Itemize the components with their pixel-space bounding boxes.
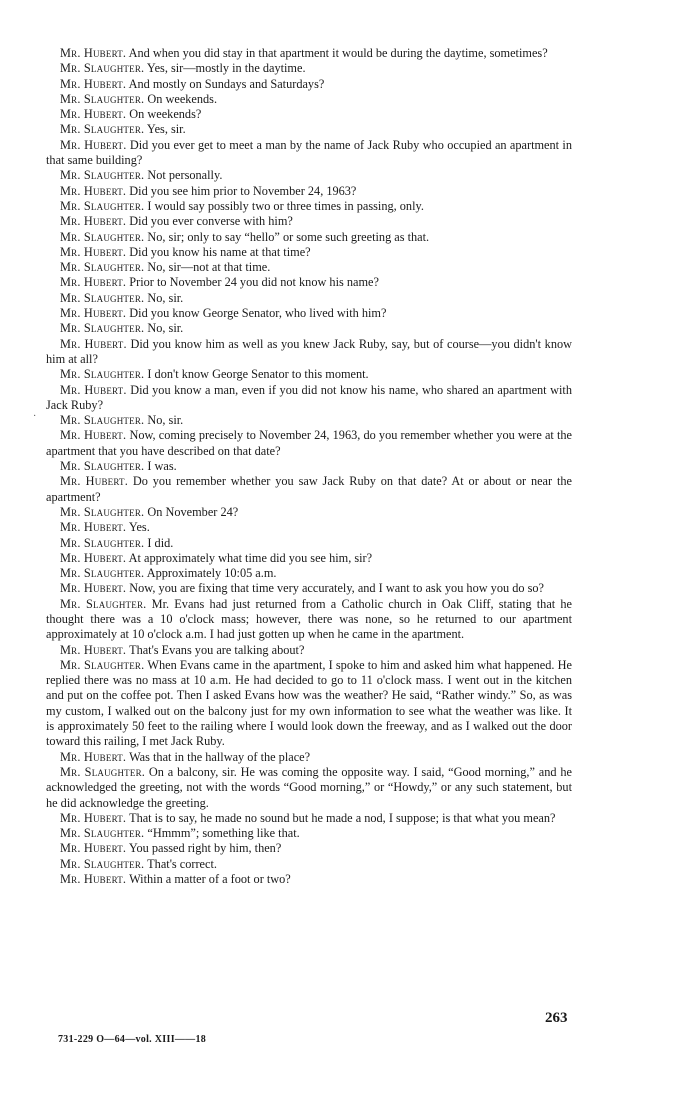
speaker-name: Mr. Slaughter. [60,61,145,76]
testimony-text: No, sir—not at that time. [147,260,271,275]
speaker-name: Mr. Hubert. [60,306,127,321]
speaker-name: Mr. Hubert. [60,581,127,596]
testimony-text: No, sir. [147,321,184,336]
testimony-text: You passed right by him, then? [128,841,282,856]
testimony-text: On weekends? [129,107,202,122]
testimony-text: At approximately what time did you see him, sir? [128,550,373,565]
testimony-paragraph [46,811,572,826]
speaker-name: Mr. Slaughter. [60,826,145,841]
speaker-name: Mr. Slaughter. [60,504,145,519]
speaker-name: Mr. Hubert. [60,749,127,764]
testimony-text: Did you ever get to meet a man by the name of Jack Ruby who occupied an apartment in that same building? [46,137,572,168]
testimony-text: I would say possibly two or three times in passing, only. [147,198,424,213]
testimony-paragraph [46,872,572,887]
speaker-name: Mr. Hubert. [60,46,127,60]
speaker-name: Mr. Hubert. [60,382,127,397]
testimony-paragraph [46,306,572,321]
testimony-text: When Evans came in the apartment, I spoke to him and asked him what happened. He replied there was no mass at 10 a.m. He had decided to go to 11 o'clock mass. I went out in the kitchen and put on the coffee pot. Then I asked Evans how was the weather? He said, “Rather windy.” So, as was my custom, I walked out on the balcony just for my own information to see what the weather was like. It is approximately 50 feet to the railing where I would look down the freeway, and as I walked out the door toward this railing, I met Jack Ruby. [46,657,573,749]
testimony-paragraph [46,321,572,336]
speaker-name: Mr. Hubert. [60,841,127,856]
testimony-text: Within a matter of a foot or two? [129,872,291,887]
testimony-text: No, sir. [147,290,184,305]
speaker-name: Mr. Slaughter. [60,764,146,779]
speaker-name: Mr. Hubert. [60,520,127,535]
testimony-paragraph [46,413,572,428]
speaker-name: Mr. Slaughter. [60,413,145,428]
page-number: 263 [545,1010,568,1026]
testimony-text: I was. [147,459,177,474]
speaker-name: Mr. Slaughter. [60,260,145,275]
speaker-name: Mr. Hubert. [60,183,127,198]
testimony-paragraph [46,46,572,61]
testimony-paragraph [46,520,572,535]
speaker-name: Mr. Slaughter. [60,168,145,183]
testimony-text: That's correct. [147,856,217,871]
testimony-paragraph [46,841,572,856]
testimony-text: I don't know George Senator to this moment. [147,367,369,382]
testimony-paragraph [46,581,572,596]
testimony-paragraph [46,138,572,169]
testimony-paragraph [46,750,572,765]
testimony-paragraph [46,383,572,414]
testimony-text: Did you ever converse with him? [129,214,293,229]
testimony-text: Did you know his name at that time? [129,244,311,259]
speaker-name: Mr. Hubert. [60,76,127,91]
speaker-name: Mr. Slaughter. [60,367,145,382]
speaker-name: Mr. Hubert. [60,214,127,229]
speaker-name: Mr. Hubert. [60,642,127,657]
testimony-paragraph [46,826,572,841]
testimony-text: On weekends. [147,91,218,106]
testimony-paragraph [46,474,572,505]
speaker-name: Mr. Slaughter. [60,566,145,581]
speaker-name: Mr. Slaughter. [60,122,145,137]
testimony-paragraph [46,536,572,551]
testimony-paragraph [46,61,572,76]
speaker-name: Mr. Hubert. [60,550,127,565]
testimony-text: Yes, sir—mostly in the daytime. [146,61,306,76]
speaker-name: Mr. Slaughter. [60,459,145,474]
margin-dot: · [33,411,37,422]
testimony-text: And mostly on Sundays and Saturdays? [128,76,325,91]
testimony-text: That is to say, he made no sound but he made a nod, I suppose; is that what you mean? [129,810,556,825]
speaker-name: Mr. Hubert. [60,336,127,351]
testimony-paragraph [46,551,572,566]
testimony-text: And when you did stay in that apartment it would be during the daytime, sometimes? [128,46,548,60]
testimony-paragraph [46,658,572,750]
testimony-paragraph [46,245,572,260]
print-code-footer: 731-229 O—64—vol. XIII——18 [58,1034,207,1045]
speaker-name: Mr. Slaughter. [60,596,147,611]
speaker-name: Mr. Slaughter. [60,198,145,213]
testimony-text: Was that in the hallway of the place? [129,749,311,764]
testimony-text: Did you know him as well as you knew Jack Ruby, say, but of course—you didn't know him at all? [46,336,572,366]
speaker-name: Mr. Hubert. [60,474,128,489]
testimony-text: Yes. [128,520,150,535]
speaker-name: Mr. Slaughter. [60,229,145,244]
testimony-paragraph [46,92,572,107]
testimony-paragraph [46,275,572,290]
speaker-name: Mr. Hubert. [60,872,127,887]
testimony-paragraph [46,291,572,306]
testimony-text: Now, you are fixing that time very accurately, and I want to ask you how you do so? [129,581,544,596]
speaker-name: Mr. Slaughter. [60,535,145,550]
testimony-transcript [46,46,572,887]
testimony-paragraph [46,459,572,474]
speaker-name: Mr. Hubert. [60,428,127,443]
testimony-paragraph [46,505,572,520]
testimony-text: Mr. Evans had just returned from a Catholic church in Oak Cliff, stating that he thought there was a 10 o'clock mass; however, there was none, so he returned to our apartment approximately at 10 o'clock a.m. I had just gotten up when he came in the apartment. [46,596,573,642]
testimony-text: On November 24? [147,504,239,519]
testimony-text: Not personally. [147,168,223,183]
speaker-name: Mr. Slaughter. [60,657,145,672]
testimony-text: On a balcony, sir. He was coming the opposite way. I said, “Good morning,” and he acknowledged the greeting, not with the words “Good morning,” or “Howdy,” or any such statement, but he did acknowledge the greeting. [46,764,572,810]
speaker-name: Mr. Slaughter. [60,290,145,305]
testimony-text: “Hmmm”; something like that. [147,826,300,841]
testimony-text: I did. [147,535,174,550]
testimony-text: No, sir. [147,413,184,428]
speaker-name: Mr. Hubert. [60,107,127,122]
testimony-paragraph [46,643,572,658]
testimony-text: No, sir; only to say “hello” or some such greeting as that. [147,229,430,244]
speaker-name: Mr. Hubert. [60,137,127,152]
testimony-paragraph [46,765,572,811]
testimony-paragraph [46,184,572,199]
testimony-text: Did you know a man, even if you did not know his name, who shared an apartment with Jack Ruby? [46,382,572,412]
testimony-paragraph [46,214,572,229]
speaker-name: Mr. Hubert. [60,244,127,259]
testimony-paragraph [46,367,572,382]
speaker-name: Mr. Hubert. [60,275,127,290]
testimony-text: Prior to November 24 you did not know his name? [129,275,379,290]
speaker-name: Mr. Slaughter. [60,91,145,106]
testimony-paragraph [46,857,572,872]
speaker-name: Mr. Slaughter. [60,856,145,871]
testimony-paragraph [46,77,572,92]
testimony-paragraph [46,199,572,214]
testimony-paragraph [46,337,572,368]
testimony-text: Yes, sir. [146,122,186,137]
testimony-paragraph [46,428,572,459]
testimony-text: Did you see him prior to November 24, 1963? [129,183,357,198]
testimony-text: Approximately 10:05 a.m. [146,566,277,581]
testimony-paragraph [46,566,572,581]
testimony-paragraph [46,230,572,245]
testimony-paragraph [46,168,572,183]
speaker-name: Mr. Slaughter. [60,321,145,336]
testimony-text: Now, coming precisely to November 24, 1963, do you remember whether you were at the apartment that you have described on that date? [46,428,572,458]
testimony-paragraph [46,122,572,137]
testimony-paragraph [46,597,572,643]
testimony-paragraph [46,260,572,275]
testimony-text: Do you remember whether you saw Jack Ruby on that date? At or about or near the apartment? [46,474,572,504]
speaker-name: Mr. Hubert. [60,810,127,825]
testimony-text: That's Evans you are talking about? [129,642,305,657]
testimony-text: Did you know George Senator, who lived with him? [129,306,387,321]
testimony-paragraph [46,107,572,122]
